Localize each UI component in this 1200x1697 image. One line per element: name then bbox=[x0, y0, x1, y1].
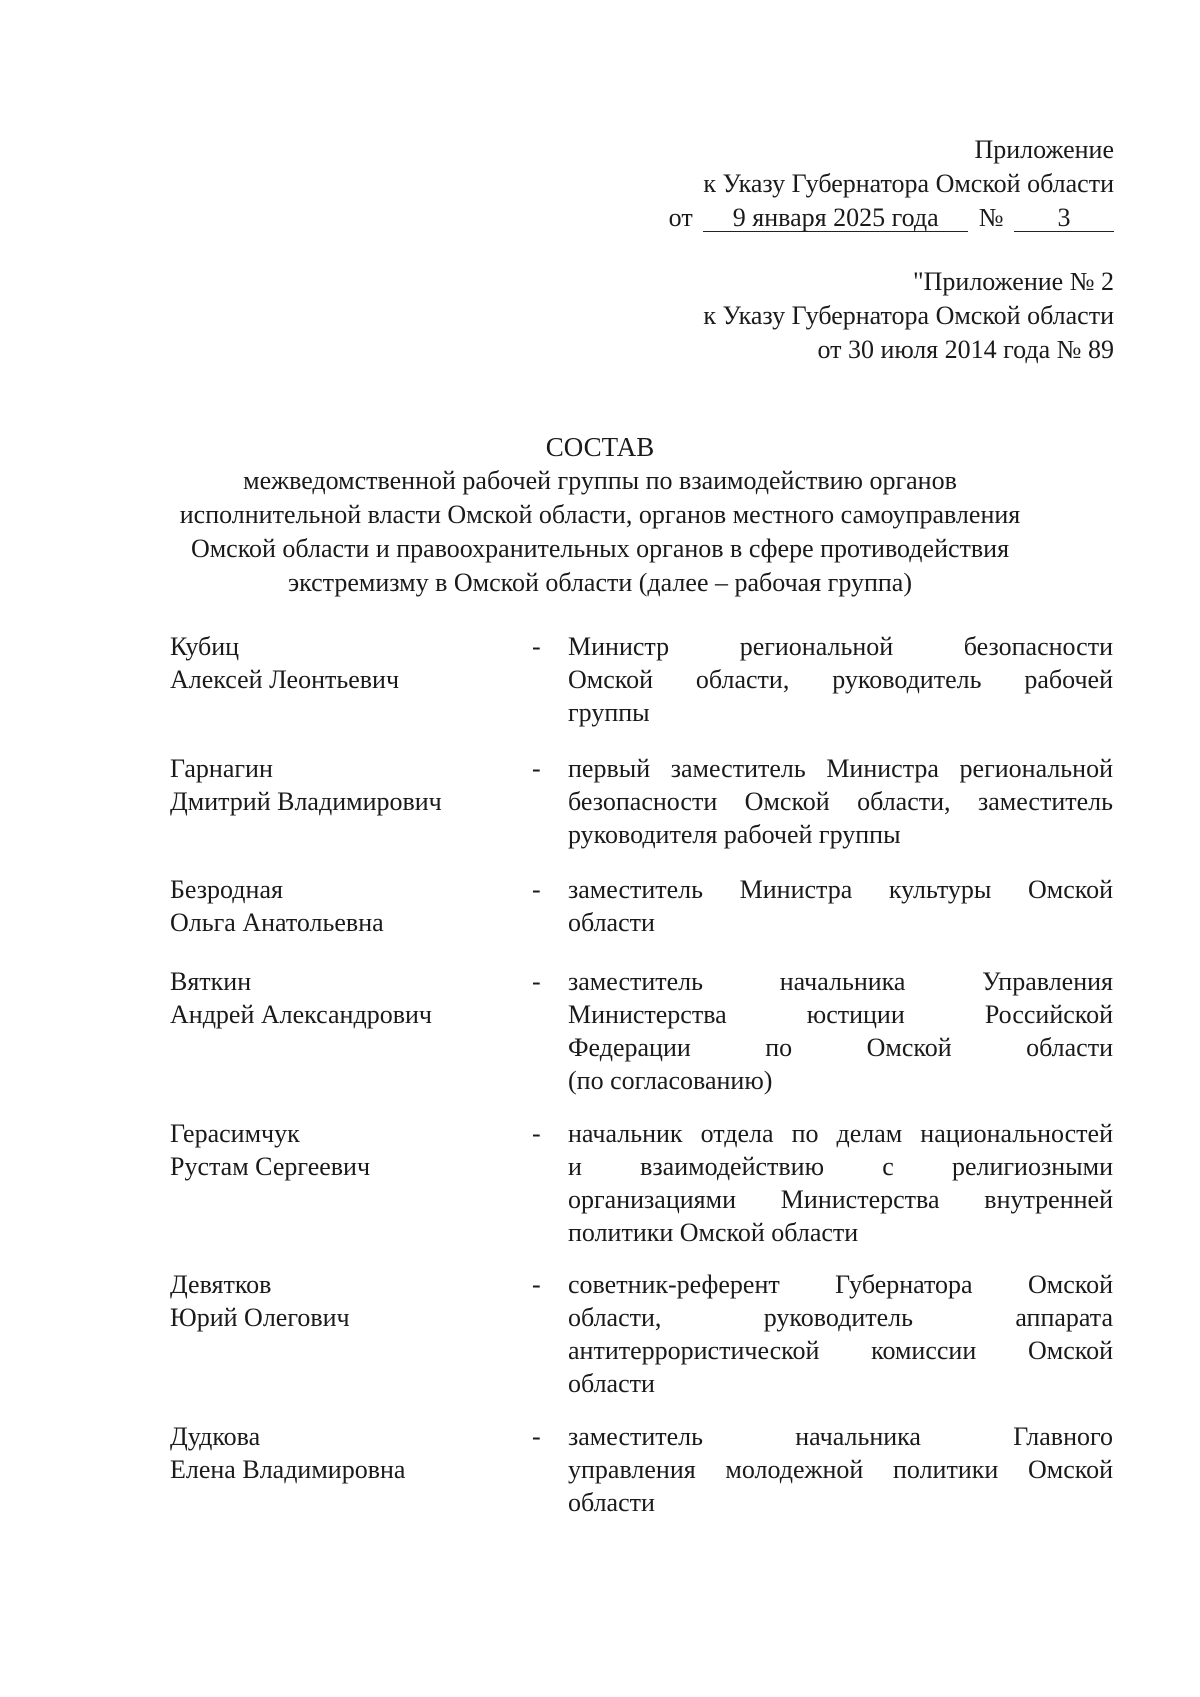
member-dash: - bbox=[532, 1270, 541, 1299]
appendix-label: Приложение bbox=[974, 135, 1114, 164]
appendix-date-line bbox=[669, 201, 1114, 235]
appendix-date: 9 января 2025 года bbox=[703, 205, 968, 232]
member-surname: Девятков bbox=[170, 1270, 272, 1299]
member-role-line: заместитель начальника Главного bbox=[568, 1422, 1113, 1451]
member-role-line: безопасности Омской области, заместитель bbox=[568, 787, 1113, 816]
member-role-line: области bbox=[568, 908, 655, 937]
appendix-from-prefix: от bbox=[668, 203, 693, 232]
document-title bbox=[0, 430, 1200, 600]
member-dash: - bbox=[532, 1119, 541, 1148]
member-role-line: и взаимодействию с религиозными bbox=[568, 1152, 1113, 1181]
member-dash: - bbox=[532, 754, 541, 783]
member-name bbox=[170, 1268, 510, 1334]
member-name bbox=[170, 630, 510, 696]
title-line-3: Омской области и правоохранительных органов в сфере противодействия bbox=[190, 534, 1010, 563]
member-role-line: области bbox=[568, 1369, 655, 1398]
title-line-4: экстремизму в Омской области (далее – рабочая группа) bbox=[287, 568, 913, 597]
member-role-line: советник-референт Губернатора Омской bbox=[568, 1270, 1113, 1299]
member-role bbox=[568, 752, 1113, 851]
title-line-2: исполнительной власти Омской области, органов местного самоуправления bbox=[179, 500, 1021, 529]
member-given-names: Ольга Анатольевна bbox=[170, 908, 384, 937]
member-role-line: Омской области, руководитель рабочей bbox=[568, 665, 1113, 694]
title-line-1: межведомственной рабочей группы по взаимодействию органов bbox=[243, 466, 957, 495]
source-appendix-label: "Приложение № 2 bbox=[913, 267, 1114, 296]
member-given-names: Рустам Сергеевич bbox=[170, 1152, 371, 1181]
member-dash: - bbox=[532, 967, 541, 996]
member-dash: - bbox=[532, 632, 541, 661]
member-role-line: политики Омской области bbox=[568, 1218, 859, 1247]
member-role bbox=[568, 1420, 1113, 1519]
appendix-number-sign: № bbox=[978, 203, 1004, 232]
member-given-names: Елена Владимировна bbox=[170, 1455, 406, 1484]
member-role-line: антитеррористической комиссии Омской bbox=[568, 1336, 1113, 1365]
member-role-line: руководителя рабочей группы bbox=[568, 820, 901, 849]
member-role-line: начальник отдела по делам национальностей bbox=[568, 1119, 1113, 1148]
member-role bbox=[568, 1268, 1113, 1400]
source-decree-date: от 30 июля 2014 года № 89 bbox=[817, 335, 1114, 364]
member-role-line: заместитель начальника Управления bbox=[568, 967, 1113, 996]
member-role bbox=[568, 630, 1113, 729]
appendix-number: 3 bbox=[1014, 205, 1114, 232]
member-role-line: области bbox=[568, 1488, 655, 1517]
member-role-line: Федерации по Омской области bbox=[568, 1033, 1113, 1062]
member-surname: Вяткин bbox=[170, 967, 252, 996]
member-role-line: Министр региональной безопасности bbox=[568, 632, 1113, 661]
member-name bbox=[170, 1117, 510, 1183]
member-role bbox=[568, 1117, 1113, 1249]
member-name bbox=[170, 873, 510, 939]
appendix-decree-ref: к Указу Губернатора Омской области bbox=[703, 169, 1114, 198]
appendix-header bbox=[669, 133, 1114, 235]
member-role-line: группы bbox=[568, 698, 650, 727]
member-dash: - bbox=[532, 875, 541, 904]
member-role-line: заместитель Министра культуры Омской bbox=[568, 875, 1113, 904]
member-role-line: управления молодежной политики Омской bbox=[568, 1455, 1113, 1484]
title-heading: СОСТАВ bbox=[545, 432, 655, 462]
member-given-names: Алексей Леонтьевич bbox=[170, 665, 400, 694]
member-name bbox=[170, 965, 510, 1031]
member-surname: Безродная bbox=[170, 875, 283, 904]
member-given-names: Дмитрий Владимирович bbox=[170, 787, 442, 816]
source-decree-ref: к Указу Губернатора Омской области bbox=[703, 301, 1114, 330]
member-role bbox=[568, 873, 1113, 939]
member-role-line: Министерства юстиции Российской bbox=[568, 1000, 1113, 1029]
member-role-line: (по согласованию) bbox=[568, 1066, 773, 1095]
member-role bbox=[568, 965, 1113, 1097]
member-given-names: Андрей Александрович bbox=[170, 1000, 432, 1029]
member-surname: Дудкова bbox=[170, 1422, 261, 1451]
member-dash: - bbox=[532, 1422, 541, 1451]
member-role-line: организациями Министерства внутренней bbox=[568, 1185, 1113, 1214]
member-role-line: первый заместитель Министра региональной bbox=[568, 754, 1113, 783]
member-role-line: области, руководитель аппарата bbox=[568, 1303, 1113, 1332]
source-appendix-header bbox=[703, 265, 1114, 367]
member-name bbox=[170, 752, 510, 818]
member-surname: Гарнагин bbox=[170, 754, 273, 783]
member-surname: Герасимчук bbox=[170, 1119, 300, 1148]
member-name bbox=[170, 1420, 510, 1486]
member-surname: Кубиц bbox=[170, 632, 240, 661]
member-given-names: Юрий Олегович bbox=[170, 1303, 350, 1332]
